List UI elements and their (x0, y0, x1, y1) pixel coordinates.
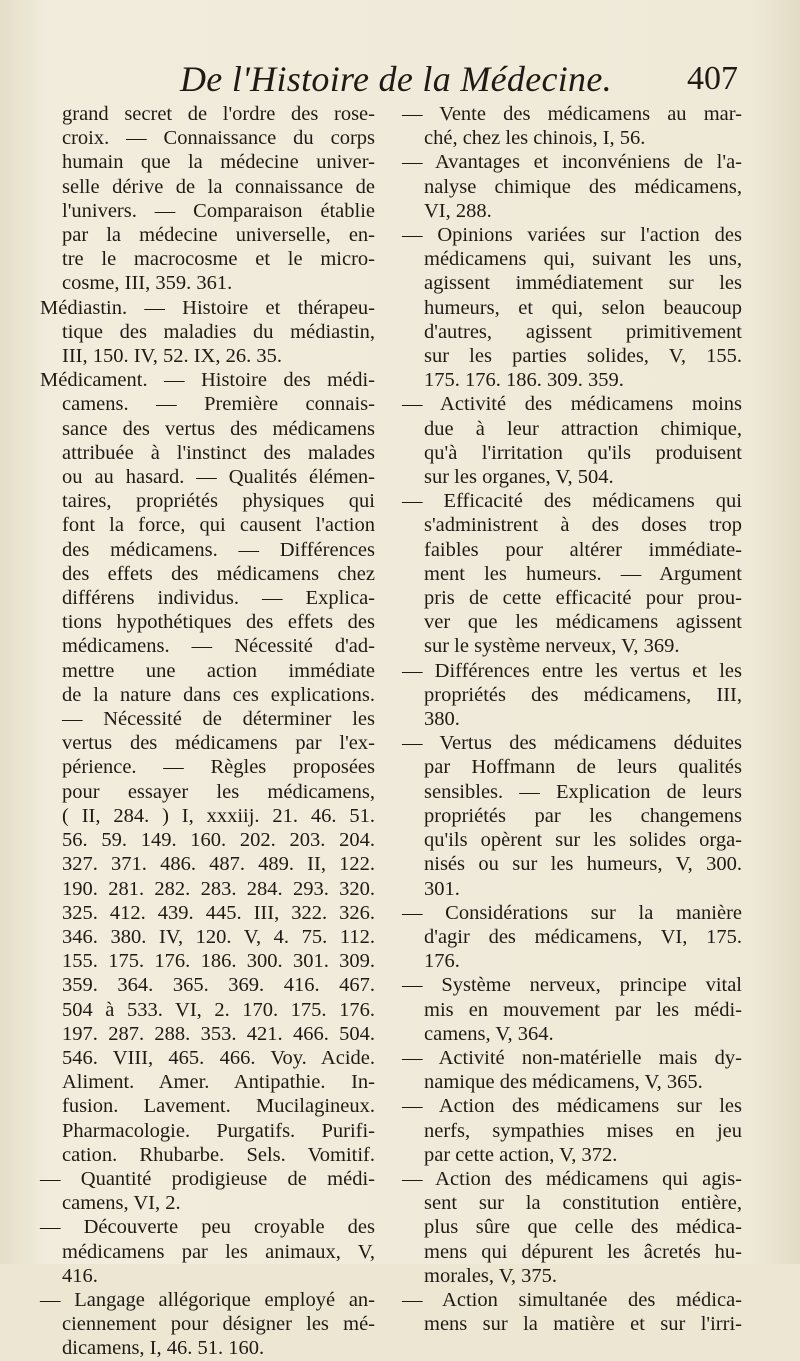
index-line: camens, V, 364. (424, 1022, 554, 1045)
index-line: camens, VI, 2. (62, 1192, 181, 1215)
index-line: nerfs, sympathies mises en jeu (424, 1119, 742, 1142)
index-line: médicamens qui, suivant les uns, (424, 248, 742, 271)
index-line: par Hoffmann de leurs qualités (424, 756, 742, 779)
index-line: 325. 412. 439. 445. III, 322. 326. (62, 901, 375, 924)
index-line: 380. (424, 708, 460, 731)
index-line: différens individus. — Explica- (62, 587, 375, 610)
index-line: sur le système nerveux, V, 369. (424, 635, 680, 658)
index-line: par la médecine universelle, en- (62, 224, 375, 247)
index-line: fusion. Lavement. Mucilagineux. (62, 1095, 375, 1118)
index-line: humeurs, et qui, selon beaucoup (424, 296, 742, 319)
index-line: — Action des médicamens qui agis- (402, 1167, 742, 1190)
index-line: sent sur la constitution entière, (424, 1192, 742, 1215)
index-line: — Activité des médicamens moins (402, 393, 742, 416)
index-line: — Efficacité des médicamens qui (402, 490, 742, 513)
index-line: de la nature dans ces explications. (62, 683, 375, 706)
index-line: ( II, 284. ) I, xxxiij. 21. 46. 51. (62, 804, 375, 827)
index-line: — Action simultanée des médica- (402, 1288, 742, 1311)
index-line: — Considérations sur la manière (402, 901, 742, 924)
index-line: humain que la médecine univer- (62, 151, 375, 174)
running-title: De l'Histoire de la Médecine. (180, 59, 612, 99)
page-header (0, 56, 800, 106)
index-line: namique des médicamens, V, 365. (424, 1071, 703, 1094)
index-line: sensibles. — Explication de leurs (424, 780, 742, 803)
index-line: 346. 380. IV, 120. V, 4. 75. 112. (62, 925, 375, 948)
index-line: des effets des médicamens chez (62, 562, 375, 585)
index-line: 176. (424, 950, 460, 973)
index-line: — Nécessité de déterminer les (62, 708, 375, 731)
index-line: 327. 371. 486. 487. 489. II, 122. (62, 853, 375, 876)
index-line: mens sur la matière et sur l'irri- (424, 1313, 742, 1336)
index-line: mettre une action immédiate (62, 659, 375, 682)
index-line: faibles pour altérer immédiate- (424, 538, 742, 561)
index-line: ou au hasard. — Qualités élémen- (62, 466, 375, 489)
index-line: pour essayer les médicamens, (62, 780, 375, 803)
index-line: mens qui dépurent les âcretés hu- (424, 1240, 742, 1263)
index-line: par cette action, V, 372. (424, 1143, 618, 1166)
index-line: — Action des médicamens sur les (402, 1095, 742, 1118)
index-line: pris de cette efficacité pour prou- (424, 587, 742, 610)
index-line: — Système nerveux, principe vital (402, 974, 742, 997)
index-line: s'administrent à des doses trop (424, 514, 742, 537)
index-line: cosme, III, 359. 361. (62, 272, 233, 295)
index-column-right (402, 102, 742, 1336)
index-line: 416. (62, 1264, 98, 1287)
index-line: — Langage allégorique employé an- (40, 1288, 375, 1311)
index-line: vertus des médicamens par l'ex- (62, 732, 375, 755)
index-line: morales, V, 375. (424, 1264, 558, 1287)
index-line: Pharmacologie. Purgatifs. Purifi- (62, 1119, 375, 1142)
index-line: nalyse chimique des médicamens, (424, 175, 742, 198)
index-line: cation. Rhubarbe. Sels. Vomitif. (62, 1143, 375, 1166)
index-line: propriétés des médicamens, III, (424, 683, 742, 706)
index-line: mis en mouvement par les médi- (424, 998, 742, 1021)
index-line: — Différences entre les vertus et les (402, 659, 742, 682)
index-line: 359. 364. 365. 369. 416. 467. (62, 974, 375, 997)
index-line: 190. 281. 282. 283. 284. 293. 320. (62, 877, 375, 900)
index-line: ché, chez les chinois, I, 56. (424, 127, 646, 150)
index-line: attribuée à l'instinct des malades (62, 441, 375, 464)
index-line: plus sûre que celle des médica- (424, 1216, 742, 1239)
index-column-left (40, 102, 375, 1360)
index-line: — Opinions variées sur l'action des (402, 224, 742, 247)
index-line: Médiastin. — Histoire et thérapeu- (40, 296, 375, 319)
index-line: font la force, qui causent l'action (62, 514, 375, 537)
index-line: due à leur attraction chimique, (424, 417, 742, 440)
index-line: tique des maladies du médiastin, (62, 320, 375, 343)
index-line: médicamens. — Nécessité d'ad- (62, 635, 375, 658)
index-line: camens. — Première connais- (62, 393, 375, 416)
index-line: 175. 176. 186. 309. 359. (424, 369, 624, 392)
index-line: croix. — Connaissance du corps (62, 127, 375, 150)
index-line: — Activité non-matérielle mais dy- (402, 1046, 742, 1069)
index-line: d'autres, agissent primitivement (424, 320, 742, 343)
index-line: propriétés par les changemens (424, 804, 742, 827)
index-line: qu'ils opèrent sur les solides orga- (424, 829, 742, 852)
index-line: agissent immédiatement sur les (424, 272, 742, 295)
index-line: taires, propriétés physiques qui (62, 490, 375, 513)
index-line: Médicament. — Histoire des médi- (40, 369, 375, 392)
index-line: III, 150. IV, 52. IX, 26. 35. (62, 345, 282, 368)
index-line: 504 à 533. VI, 2. 170. 175. 176. (62, 998, 375, 1021)
index-line: médicamens par les animaux, V, (62, 1240, 375, 1263)
index-line: ciennement pour désigner les mé- (62, 1313, 375, 1336)
index-line: 155. 175. 176. 186. 300. 301. 309. (62, 950, 375, 973)
index-line: — Quantité prodigieuse de médi- (40, 1167, 375, 1190)
index-line: des médicamens. — Différences (62, 538, 375, 561)
index-line: selle dérive de la connaissance de (62, 175, 375, 198)
index-line: tre le macrocosme et le micro- (62, 248, 375, 271)
index-line: — Découverte peu croyable des (40, 1216, 375, 1239)
index-line: sur les parties solides, V, 155. (424, 345, 742, 368)
index-line: l'univers. — Comparaison établie (62, 199, 375, 222)
index-line: nisés ou sur les humeurs, V, 300. (424, 853, 742, 876)
index-line: VI, 288. (424, 199, 492, 222)
index-line: ver que les médicamens agissent (424, 611, 742, 634)
index-line: sur les organes, V, 504. (424, 466, 614, 489)
index-line: qu'à l'irritation qu'ils produisent (424, 441, 742, 464)
index-line: — Vertus des médicamens déduites (402, 732, 742, 755)
index-line: 301. (424, 877, 460, 900)
index-line: périence. — Règles proposées (62, 756, 375, 779)
page-number: 407 (687, 60, 738, 97)
index-line: tions hypothétiques des effets des (62, 611, 375, 634)
index-line: 197. 287. 288. 353. 421. 466. 504. (62, 1022, 375, 1045)
index-line: dicamens, I, 46. 51. 160. (62, 1337, 265, 1360)
index-line: d'agir des médicamens, VI, 175. (424, 925, 742, 948)
index-line: grand secret de l'ordre des rose- (62, 103, 375, 125)
index-line: sance des vertus des médicamens (62, 417, 375, 440)
index-line: — Vente des médicamens au mar- (402, 103, 742, 125)
index-line: ment les humeurs. — Argument (424, 562, 742, 585)
index-line: — Avantages et inconvéniens de l'a- (402, 151, 742, 174)
index-line: 56. 59. 149. 160. 202. 203. 204. (62, 829, 375, 852)
index-line: Aliment. Amer. Antipathie. In- (62, 1071, 375, 1094)
index-line: 546. VIII, 465. 466. Voy. Acide. (62, 1046, 375, 1069)
